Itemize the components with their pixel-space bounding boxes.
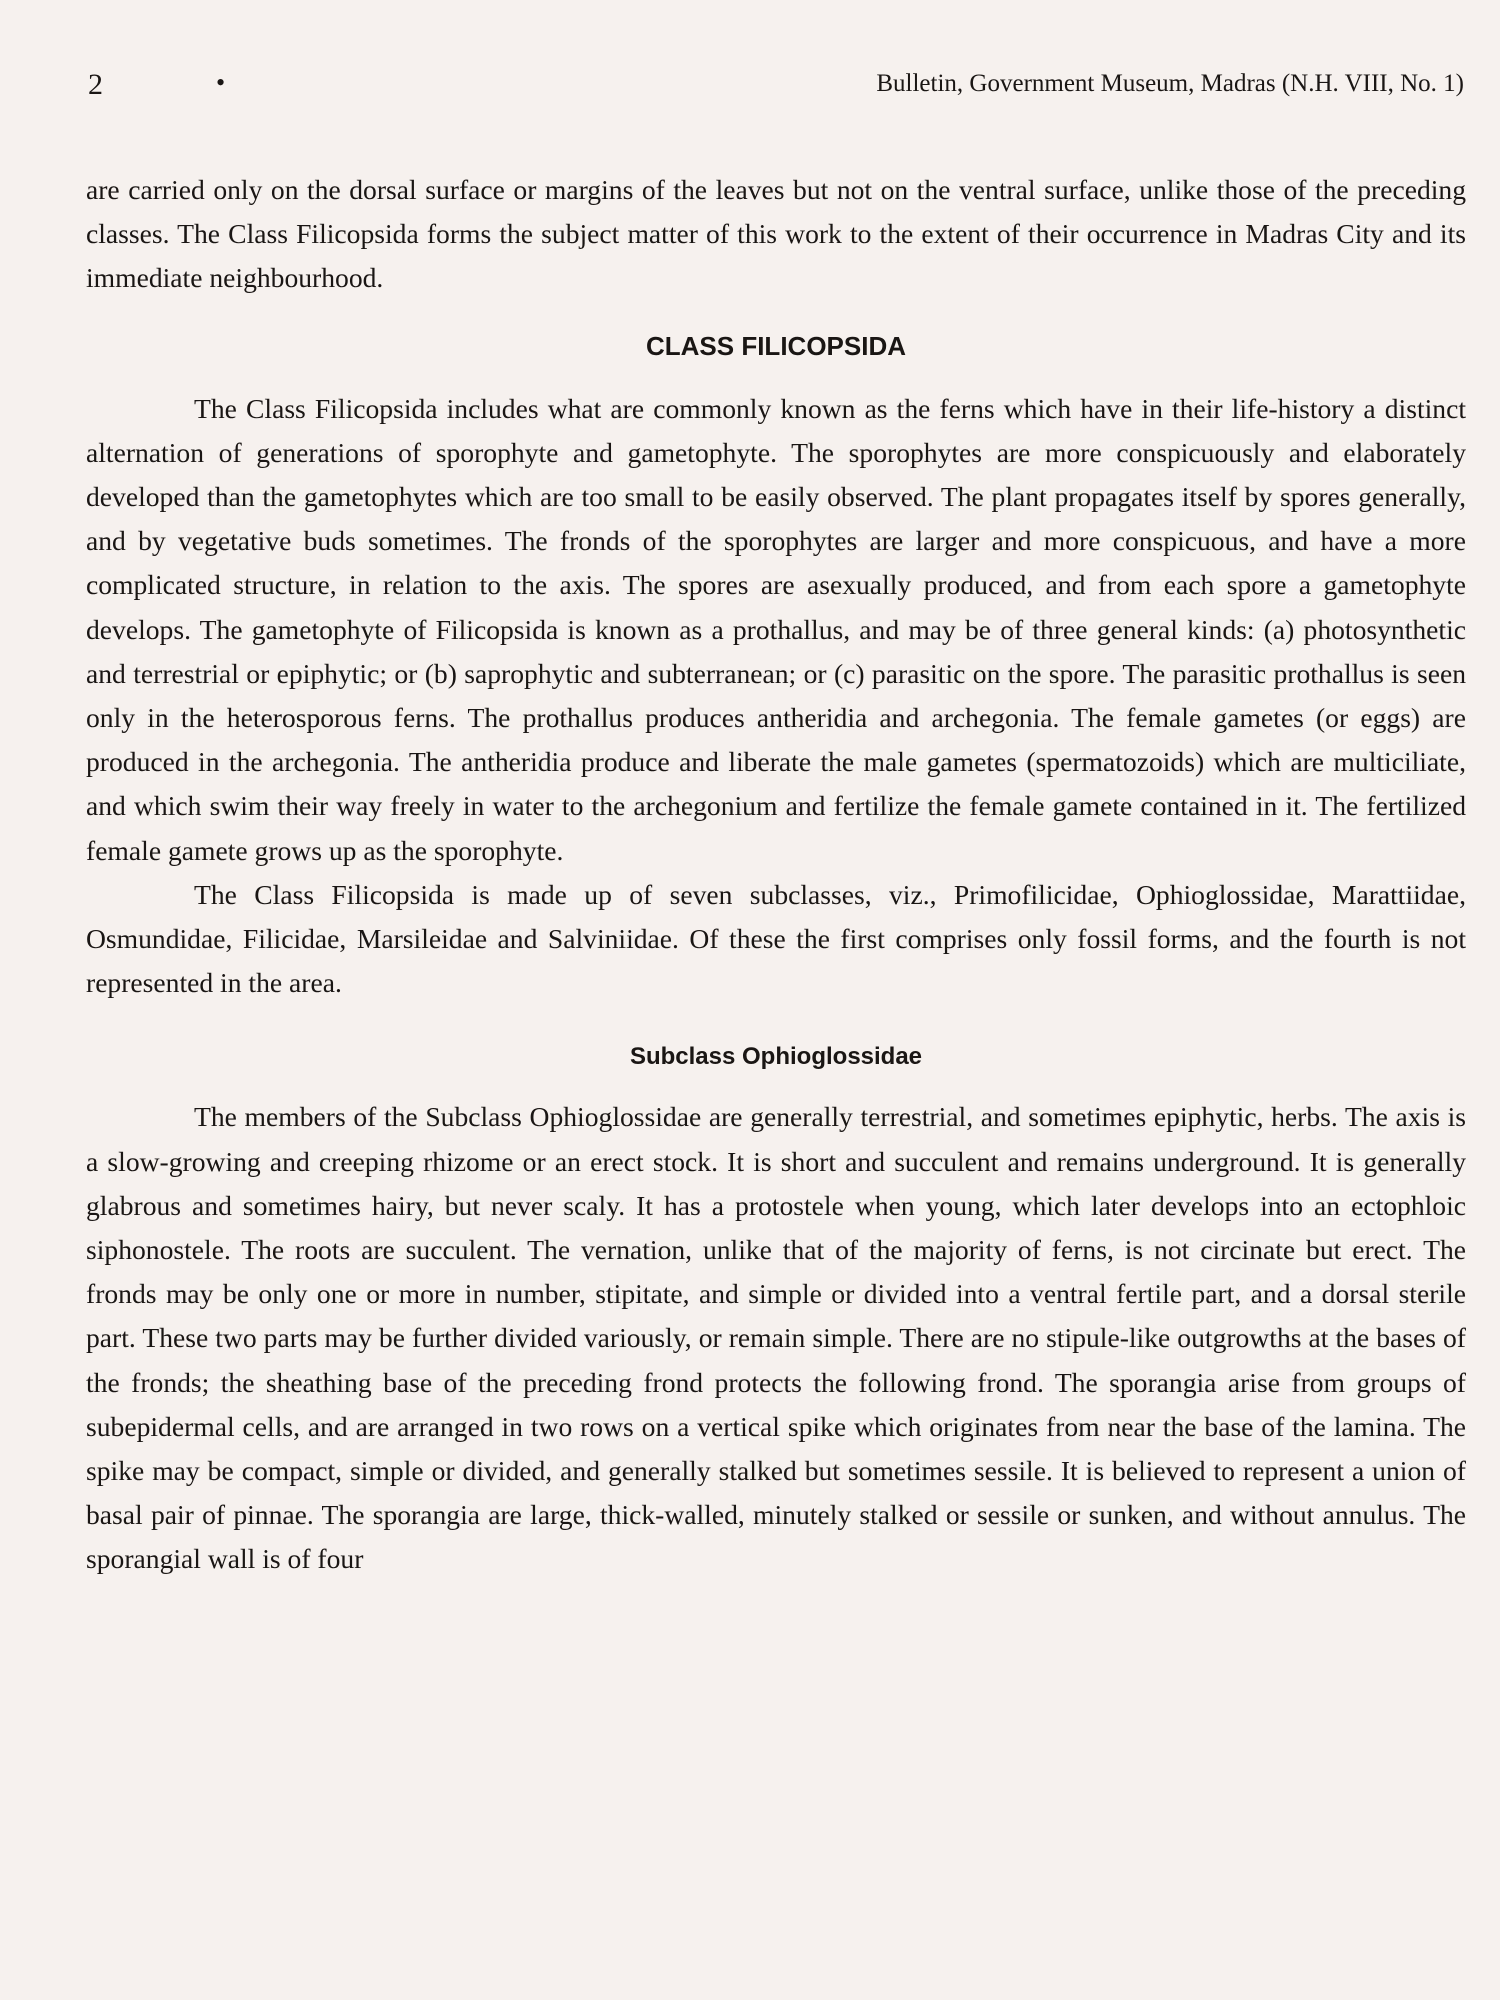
paragraph-continuation: are carried only on the dorsal surface or margins of the leaves but not on the ventral surface, unlike those of the preceding classes. The Class Filicopsida forms the subject matter of this work to the extent of their occurrence in Madras City and its immediate neighbourhood. bbox=[86, 174, 1466, 294]
running-head: Bulletin, Government Museum, Madras (N.H. VIII, No. 1) bbox=[876, 70, 1464, 97]
page-number: 2 bbox=[88, 68, 103, 101]
page-header bbox=[88, 68, 1464, 108]
section-heading-ophioglossidae: Subclass Ophioglossidae bbox=[629, 1043, 923, 1071]
header-bullet: • bbox=[216, 68, 226, 97]
paragraph-ophioglossidae: The members of the Subclass Ophioglossidae are generally terrestrial, and sometimes epiphytic, herbs. The axis is a slow-growing and creeping rhizome or an erect stock. It is short and succulent and remains underground. It is generally glabrous and sometimes hairy, but never scaly. It has a protostele when young, which later develops into an ectophloic siphonostele. The roots are succulent. The vernation, unlike that of the majority of ferns, is not circinate but erect. The fronds may be only one or more in number, stipitate, and simple or divided into a ventral fertile part, and a dorsal sterile part. These two parts may be further divided variously, or remain simple. There are no stipule-like outgrowths at the bases of the fronds; the sheathing base of the preceding frond protects the following frond. The sporangia arise from groups of subepidermal cells, and are arranged in two rows on a vertical spike which originates from near the base of the lamina. The spike may be compact, simple or divided, and generally stalked but sometimes sessile. It is believed to represent a union of basal pair of pinnae. The sporangia are large, thick-walled, minutely stalked or sessile or sunken, and without annulus. The sporangial wall is of four bbox=[86, 1101, 1466, 1575]
paragraph-filicopsida-intro: The Class Filicopsida includes what are commonly known as the ferns which have in their life-history a distinct alternation of generations of sporophyte and gametophyte. The sporophytes are more conspicuously and elaborately developed than the gametophytes which are too small to be easily observed. The plant propagates itself by spores generally, and by vegetative buds sometimes. The fronds of the sporophytes are larger and more conspicuous, and have a more complicated structure, in relation to the axis. The spores are asexually produced, and from each spore a gametophyte develops. The gametophyte of Filicopsida is known as a prothallus, and may be of three general kinds: (a) photosynthetic and terrestrial or epiphytic; or (b) saprophytic and subterranean; or (c) parasitic on the spore. The parasitic prothallus is seen only in the heterosporous ferns. The prothallus produces antheridia and archegonia. The female gametes (or eggs) are produced in the archegonia. The antheridia produce and liberate the male gametes (spermatozoids) which are multiciliate, and which swim their way freely in water to the archegonium and fertilize the female gamete contained in it. The fertilized female gamete grows up as the sporophyte. bbox=[86, 392, 1466, 866]
article-body bbox=[86, 168, 1466, 1582]
section-heading-class-filicopsida: CLASS FILICOPSIDA bbox=[645, 330, 906, 361]
paragraph-subclasses: The Class Filicopsida is made up of seven subclasses, viz., Primofilicidae, Ophioglossidae, Marattiidae, Osmundidae, Filicidae, Marsileidae and Salviniidae. Of these the first comprises only fossil forms, and the fourth is not represented in the area. bbox=[86, 878, 1466, 999]
